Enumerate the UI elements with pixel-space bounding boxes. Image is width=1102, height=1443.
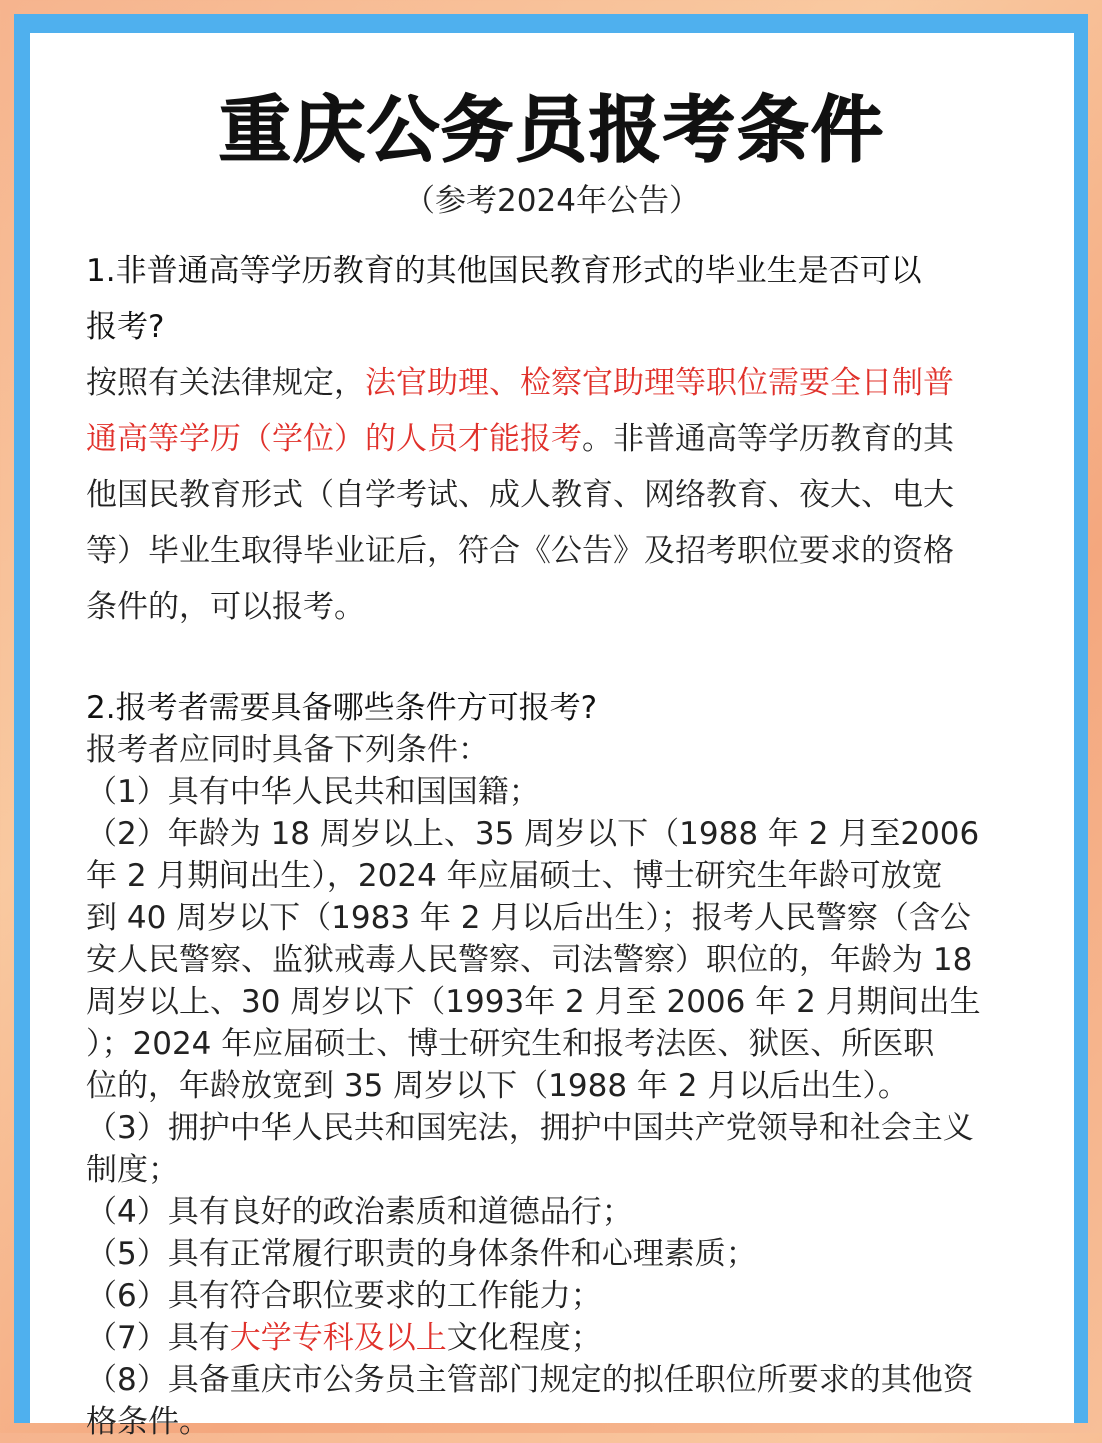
answer-text: 按照有关法律规定，	[86, 365, 365, 401]
section-1	[86, 243, 1076, 635]
content-card	[30, 33, 1074, 1440]
condition-line-7	[86, 1317, 1076, 1359]
condition-line: 格条件。	[86, 1404, 210, 1440]
question-1-line: 报考?	[86, 309, 165, 345]
answer-1-line	[86, 355, 1076, 411]
condition-line: ）；2024 年应届硕士、博士研究生和报考法医、狱医、所医职	[86, 1026, 935, 1062]
page-title: 重庆公务员报考条件	[218, 88, 885, 172]
condition-line: 安人民警察、监狱戒毒人民警察、司法警察）职位的，年龄为 18	[86, 942, 973, 978]
condition-line: 年 2 月期间出生），2024 年应届硕士、博士研究生年龄可放宽	[86, 858, 943, 894]
condition-line: （5）具有正常履行职责的身体条件和心理素质；	[86, 1236, 757, 1272]
condition-line: （4）具有良好的政治素质和道德品行；	[86, 1194, 633, 1230]
condition-line: （6）具有符合职位要求的工作能力；	[86, 1278, 602, 1314]
condition-line: （2）年龄为 18 周岁以上、35 周岁以下（1988 年 2 月至2006	[86, 816, 980, 852]
answer-1-line: 等）毕业生取得毕业证后，符合《公告》及招考职位要求的资格	[86, 533, 954, 569]
condition-line: （1）具有中华人民共和国国籍；	[86, 774, 540, 810]
answer-1-line: 他国民教育形式（自学考试、成人教育、网络教育、夜大、电大	[86, 477, 954, 513]
highlight-text: 法官助理、检察官助理等职位需要全日制普	[365, 365, 954, 401]
condition-line: 到 40 周岁以下（1983 年 2 月以后出生）；报考人民警察（含公	[86, 900, 971, 936]
answer-text: 。非普通高等学历教育的其	[582, 421, 954, 457]
highlight-text: 大学专科及以上	[229, 1320, 447, 1356]
condition-line: 位的，年龄放宽到 35 周岁以下（1988 年 2 月以后出生）。	[86, 1068, 909, 1104]
condition-line: （3）拥护中华人民共和国宪法，拥护中国共产党领导和社会主义	[86, 1110, 974, 1146]
condition-line: 周岁以上、30 周岁以下（1993年 2 月至 2006 年 2 月期间出生	[86, 984, 981, 1020]
article-body	[86, 243, 1076, 1443]
section-2	[86, 687, 1076, 1443]
condition-text: 文化程度；	[446, 1320, 602, 1356]
highlight-text: 通高等学历（学位）的人员才能报考	[86, 421, 582, 457]
section-gap	[86, 635, 1076, 687]
question-1-line: 1.非普通高等学历教育的其他国民教育形式的毕业生是否可以	[86, 253, 922, 289]
answer-1-line	[86, 411, 1076, 467]
page-subtitle: （参考2024年公告）	[404, 183, 700, 219]
question-2: 2.报考者需要具备哪些条件方可报考?	[86, 690, 598, 726]
answer-1-line: 条件的，可以报考。	[86, 589, 365, 625]
condition-text: （7）具有	[86, 1320, 230, 1356]
intro-line: 报考者应同时具备下列条件：	[86, 732, 489, 768]
condition-line: （8）具备重庆市公务员主管部门规定的拟任职位所要求的其他资	[86, 1362, 974, 1398]
condition-line: 制度；	[86, 1152, 179, 1188]
